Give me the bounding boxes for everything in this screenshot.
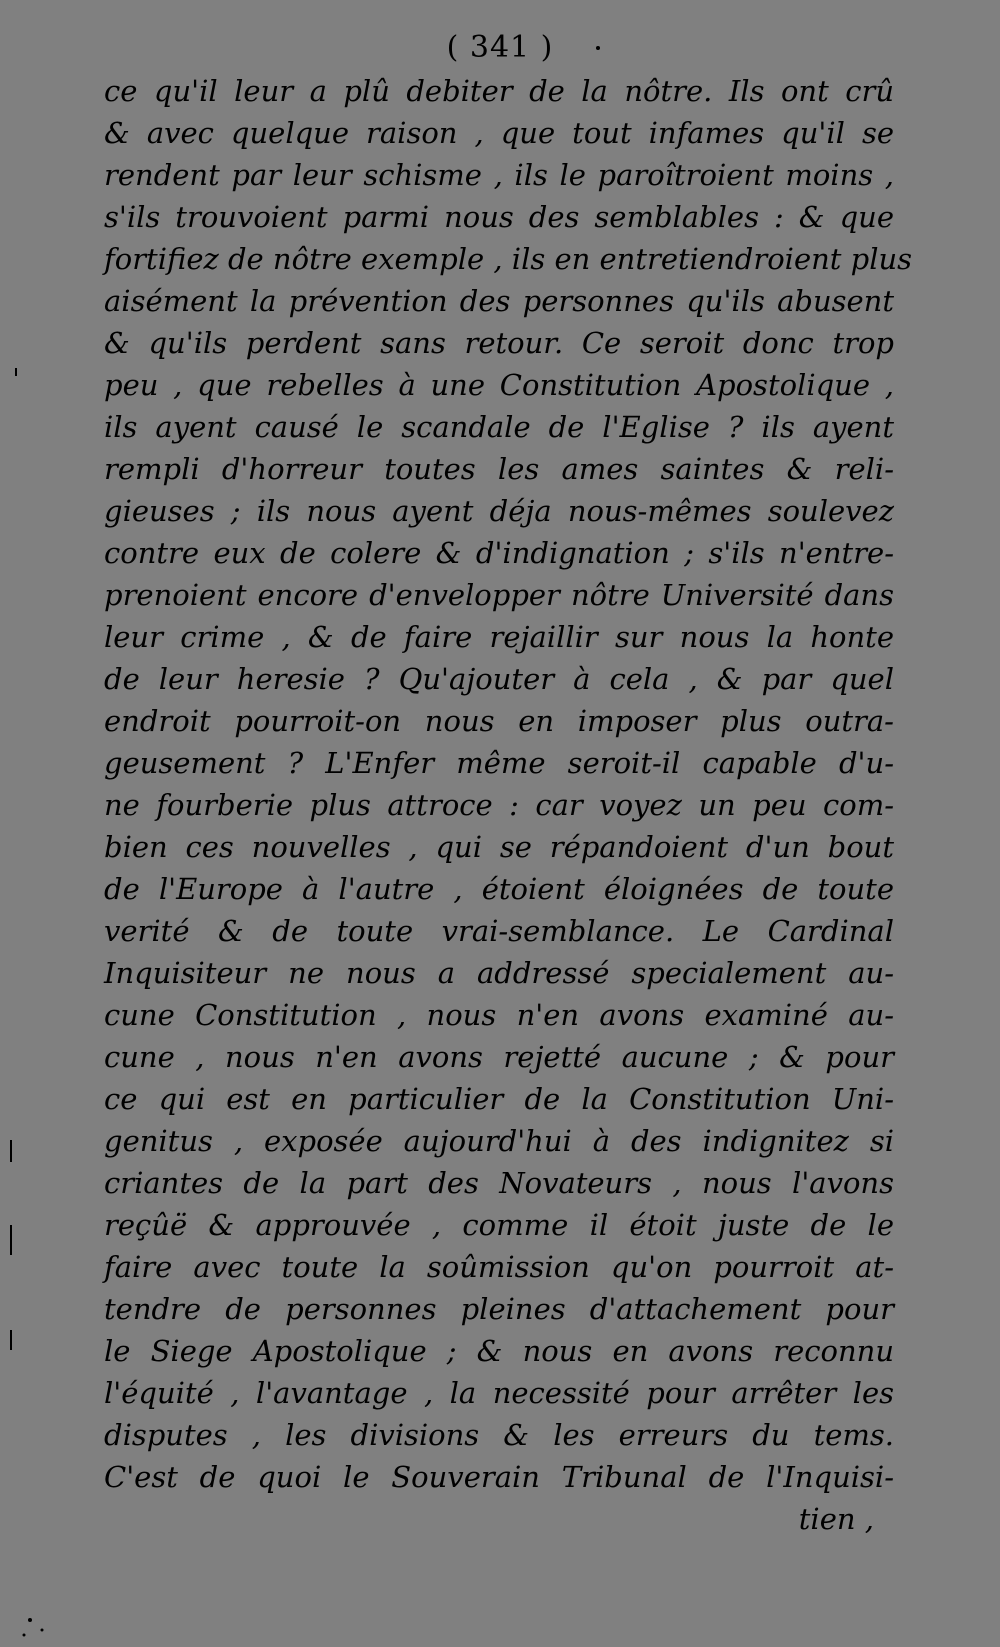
text-line: rendent par leur schisme , ils le paroîtroient moins , [104, 158, 894, 192]
text-line: cune Constitution , nous n'en avons examiné au- [104, 998, 894, 1032]
text-line: tendre de personnes pleines d'attachement pour [104, 1292, 894, 1326]
text-line: ce qui est en particulier de la Constitution Uni- [104, 1082, 894, 1116]
text-line: prenoient encore d'envelopper nôtre Université dans [104, 578, 894, 612]
text-line: bien ces nouvelles , qui se répandoient d'un bout [104, 830, 894, 864]
body-text [104, 70, 913, 1540]
text-line: Inquisiteur ne nous a addressé specialement au- [104, 956, 894, 990]
text-line: faire avec toute la soûmission qu'on pourroit at- [104, 1250, 894, 1284]
text-line: aisément la prévention des personnes qu'ils abusent [104, 284, 894, 318]
text-line: & avec quelque raison , que tout infames qu'il se [104, 116, 894, 150]
text-line: contre eux de colere & d'indignation ; s'ils n'entre- [104, 536, 894, 570]
text-line: ce qu'il leur a plû debiter de la nôtre. Ils ont crû [104, 74, 894, 108]
text-line: disputes , les divisions & les erreurs du tems. [104, 1418, 894, 1452]
text-line: cune , nous n'en avons rejetté aucune ; & pour [104, 1040, 894, 1074]
text-line: rempli d'horreur toutes les ames saintes & reli- [104, 452, 894, 486]
text-line: endroit pourroit-on nous en imposer plus outra- [104, 704, 894, 738]
text-line: leur crime , & de faire rejaillir sur nous la honte [104, 620, 894, 654]
text-line: C'est de quoi le Souverain Tribunal de l'Inquisi- [104, 1460, 894, 1494]
catchword: tien , [798, 1502, 874, 1536]
page-number: ( 341 ) [446, 30, 554, 65]
text-line: verité & de toute vrai-semblance. Le Cardinal [104, 914, 894, 948]
text-line: gieuses ; ils nous ayent déja nous-mêmes soulevez [104, 494, 894, 528]
text-line: de l'Europe à l'autre , étoient éloignées de toute [104, 872, 894, 906]
text-line: ils ayent causé le scandale de l'Eglise ? ils ayent [104, 410, 894, 444]
text-line: de leur heresie ? Qu'ajouter à cela , & par quel [104, 662, 894, 696]
text-line: genitus , exposée aujourd'hui à des indignitez si [104, 1124, 894, 1158]
text-line: le Siege Apostolique ; & nous en avons reconnu [104, 1334, 894, 1368]
text-line: l'équité , l'avantage , la necessité pour arrêter les [104, 1376, 894, 1410]
text-line: geusement ? L'Enfer même seroit-il capable d'u- [104, 746, 894, 780]
text-line: peu , que rebelles à une Constitution Apostolique , [104, 368, 894, 402]
text-line: s'ils trouvoient parmi nous des semblables : & que [104, 200, 894, 234]
text-line: ne fourberie plus attroce : car voyez un peu com- [104, 788, 894, 822]
text-line: fortifiez de nôtre exemple , ils en entretiendroient plus [104, 242, 913, 276]
text-line: criantes de la part des Novateurs , nous l'avons [104, 1166, 894, 1200]
text-line: reçûë & approuvée , comme il étoit juste de le [104, 1208, 894, 1242]
text-line: & qu'ils perdent sans retour. Ce seroit donc trop [104, 326, 894, 360]
